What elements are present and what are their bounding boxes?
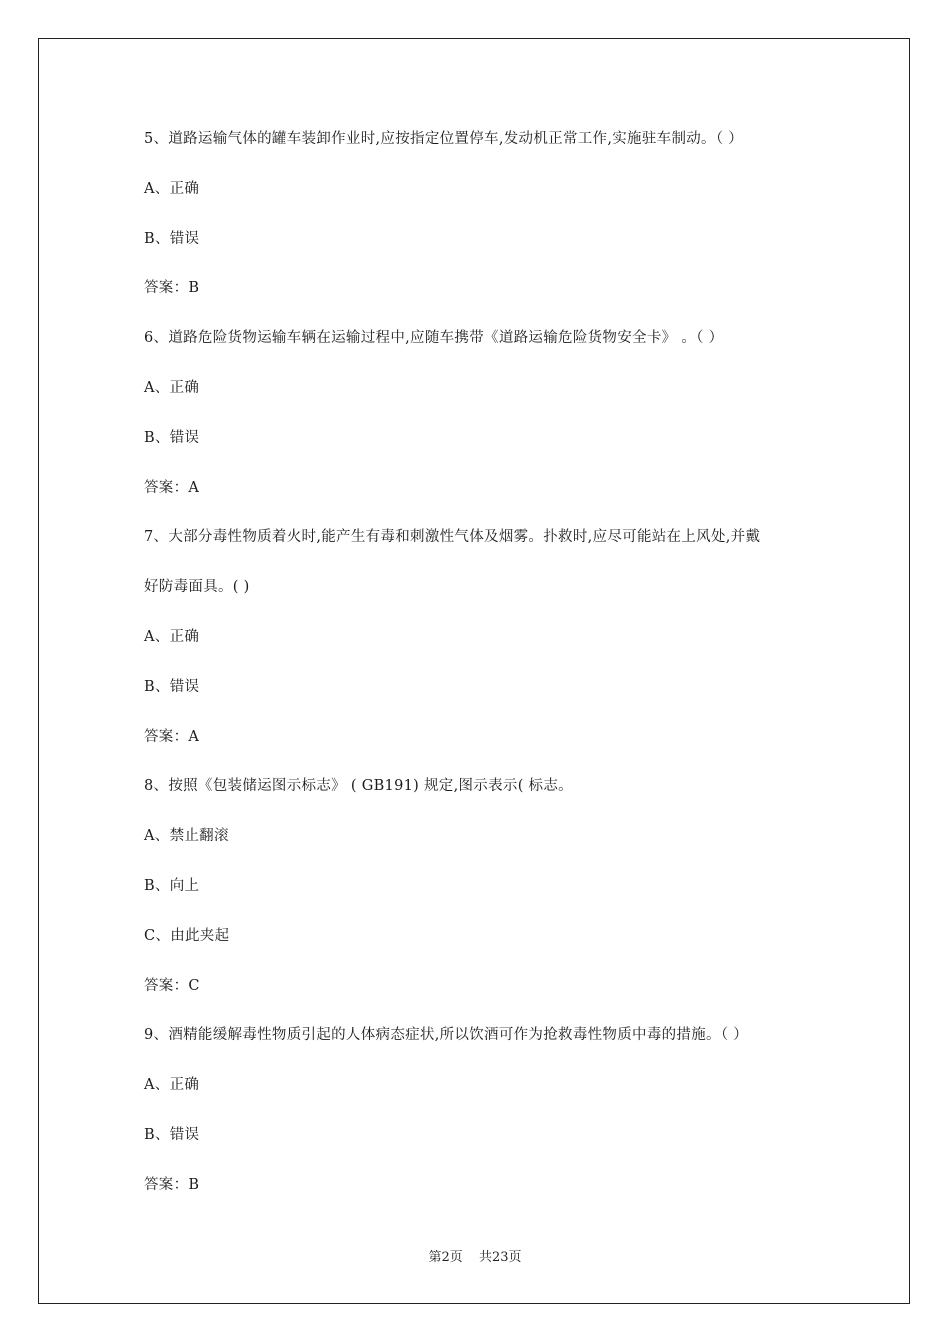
question-8: 8、按照《包装储运图示标志》 ( GB191) 规定,图示表示( 标志。 — [144, 778, 573, 795]
question-7-continued: 好防毒面具。( ) — [144, 579, 250, 596]
option-c: C、由此夹起 — [144, 927, 230, 944]
answer: 答案：A — [144, 479, 200, 496]
page-footer — [0, 1246, 950, 1265]
option-b: B、错误 — [144, 1126, 200, 1143]
option-b: B、错误 — [144, 678, 200, 695]
page-total: 共23页 — [478, 1250, 522, 1265]
option-a: A、正确 — [144, 1077, 200, 1094]
option-b: B、错误 — [144, 429, 200, 446]
answer: 答案：A — [144, 728, 200, 745]
option-b: B、向上 — [144, 877, 200, 894]
option-a: A、禁止翻滚 — [144, 828, 229, 845]
option-a: A、正确 — [144, 180, 200, 197]
question-6: 6、道路危险货物运输车辆在运输过程中,应随车携带《道路运输危险货物安全卡》 。（ ） — [144, 330, 724, 347]
option-b: B、错误 — [144, 230, 200, 247]
question-7: 7、大部分毒性物质着火时,能产生有毒和刺激性气体及烟雾。扑救时,应尽可能站在上风处,并戴 — [144, 529, 761, 546]
answer: 答案：B — [144, 280, 200, 297]
document-body — [144, 115, 824, 1211]
question-5: 5、道路运输气体的罐车装卸作业时,应按指定位置停车,发动机正常工作,实施驻车制动。（ ） — [144, 131, 744, 147]
page-number: 第2页 — [428, 1250, 463, 1265]
option-a: A、正确 — [144, 379, 200, 396]
question-9: 9、酒精能缓解毒性物质引起的人体病态症状,所以饮酒可作为抢救毒性物质中毒的措施。（ ） — [144, 1027, 749, 1044]
answer: 答案：C — [144, 977, 200, 994]
answer: 答案：B — [144, 1176, 200, 1193]
option-a: A、正确 — [144, 628, 200, 645]
